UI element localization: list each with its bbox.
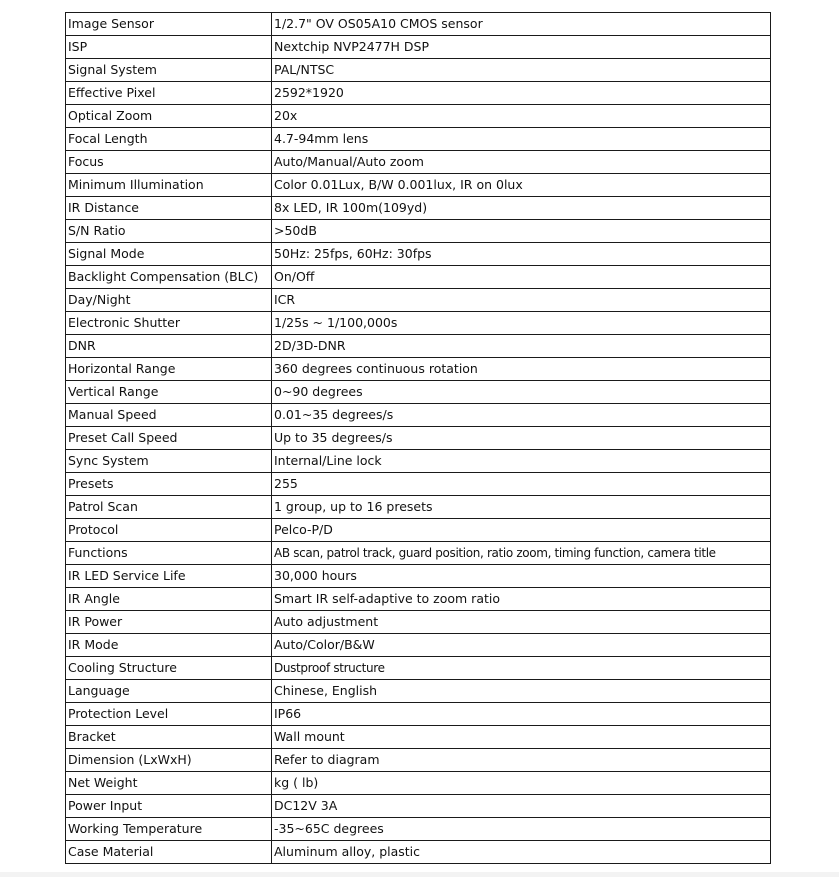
spec-row-patrol-scan xyxy=(66,496,771,519)
spec-label: Patrol Scan xyxy=(66,496,272,519)
spec-label: Focal Length xyxy=(66,128,272,151)
spec-row-ir-power xyxy=(66,611,771,634)
spec-value: 1/25s ~ 1/100,000s xyxy=(272,312,771,335)
spec-label: Preset Call Speed xyxy=(66,427,272,450)
spec-label: ISP xyxy=(66,36,272,59)
spec-row-day-night xyxy=(66,289,771,312)
spec-row-protocol xyxy=(66,519,771,542)
spec-row-preset-call-speed xyxy=(66,427,771,450)
spec-row-electronic-shutter xyxy=(66,312,771,335)
spec-row-focus xyxy=(66,151,771,174)
spec-row-protection-level xyxy=(66,703,771,726)
spec-label: Sync System xyxy=(66,450,272,473)
spec-row-net-weight xyxy=(66,772,771,795)
spec-row-ir-distance xyxy=(66,197,771,220)
spec-label: Language xyxy=(66,680,272,703)
spec-table xyxy=(65,12,771,864)
spec-value: Dustproof structure xyxy=(272,657,771,680)
spec-label: Focus xyxy=(66,151,272,174)
spec-label: Backlight Compensation (BLC) xyxy=(66,266,272,289)
spec-row-ir-mode xyxy=(66,634,771,657)
spec-value: 4.7-94mm lens xyxy=(272,128,771,151)
spec-label: IR Distance xyxy=(66,197,272,220)
spec-value: Nextchip NVP2477H DSP xyxy=(272,36,771,59)
spec-label: Signal System xyxy=(66,59,272,82)
spec-value: Internal/Line lock xyxy=(272,450,771,473)
spec-label: Image Sensor xyxy=(66,13,272,36)
spec-label: Horizontal Range xyxy=(66,358,272,381)
spec-label: Signal Mode xyxy=(66,243,272,266)
spec-row-dnr xyxy=(66,335,771,358)
spec-value: Aluminum alloy, plastic xyxy=(272,841,771,864)
spec-row-sync-system xyxy=(66,450,771,473)
spec-value: On/Off xyxy=(272,266,771,289)
spec-label: Case Material xyxy=(66,841,272,864)
spec-label: DNR xyxy=(66,335,272,358)
bottom-edge-band xyxy=(0,872,839,877)
spec-value: Auto/Color/B&W xyxy=(272,634,771,657)
spec-value: 50Hz: 25fps, 60Hz: 30fps xyxy=(272,243,771,266)
spec-value: kg ( lb) xyxy=(272,772,771,795)
spec-value: 0.01~35 degrees/s xyxy=(272,404,771,427)
spec-value: Refer to diagram xyxy=(272,749,771,772)
spec-value: 1/2.7" OV OS05A10 CMOS sensor xyxy=(272,13,771,36)
spec-row-horizontal-range xyxy=(66,358,771,381)
spec-value: 8x LED, IR 100m(109yd) xyxy=(272,197,771,220)
spec-label: Effective Pixel xyxy=(66,82,272,105)
spec-row-vertical-range xyxy=(66,381,771,404)
spec-value: Wall mount xyxy=(272,726,771,749)
spec-value: 2D/3D-DNR xyxy=(272,335,771,358)
spec-label: Working Temperature xyxy=(66,818,272,841)
spec-label: Day/Night xyxy=(66,289,272,312)
spec-table-body xyxy=(66,13,771,864)
spec-label: IR LED Service Life xyxy=(66,565,272,588)
spec-value: Chinese, English xyxy=(272,680,771,703)
spec-row-ir-led-service-life xyxy=(66,565,771,588)
spec-row-optical-zoom xyxy=(66,105,771,128)
spec-label: Minimum Illumination xyxy=(66,174,272,197)
spec-label: Protection Level xyxy=(66,703,272,726)
spec-row-language xyxy=(66,680,771,703)
spec-value: 30,000 hours xyxy=(272,565,771,588)
spec-row-focal-length xyxy=(66,128,771,151)
spec-row-image-sensor xyxy=(66,13,771,36)
spec-value: DC12V 3A xyxy=(272,795,771,818)
spec-label: Net Weight xyxy=(66,772,272,795)
spec-value: 1 group, up to 16 presets xyxy=(272,496,771,519)
spec-label: Power Input xyxy=(66,795,272,818)
spec-value: Smart IR self-adaptive to zoom ratio xyxy=(272,588,771,611)
spec-label: Optical Zoom xyxy=(66,105,272,128)
spec-row-power-input xyxy=(66,795,771,818)
spec-label: Cooling Structure xyxy=(66,657,272,680)
spec-value: ICR xyxy=(272,289,771,312)
spec-row-isp xyxy=(66,36,771,59)
spec-row-signal-mode xyxy=(66,243,771,266)
spec-value: >50dB xyxy=(272,220,771,243)
spec-value: Up to 35 degrees/s xyxy=(272,427,771,450)
spec-label: Dimension (LxWxH) xyxy=(66,749,272,772)
spec-value: IP66 xyxy=(272,703,771,726)
spec-label: Electronic Shutter xyxy=(66,312,272,335)
spec-row-backlight-compensation xyxy=(66,266,771,289)
spec-value: 360 degrees continuous rotation xyxy=(272,358,771,381)
spec-row-case-material xyxy=(66,841,771,864)
spec-value: -35~65C degrees xyxy=(272,818,771,841)
spec-value: Pelco-P/D xyxy=(272,519,771,542)
spec-label: S/N Ratio xyxy=(66,220,272,243)
spec-value: Color 0.01Lux, B/W 0.001lux, IR on 0lux xyxy=(272,174,771,197)
spec-label: Functions xyxy=(66,542,272,565)
spec-label: IR Power xyxy=(66,611,272,634)
spec-value: 255 xyxy=(272,473,771,496)
spec-value: Auto/Manual/Auto zoom xyxy=(272,151,771,174)
spec-label: Manual Speed xyxy=(66,404,272,427)
spec-row-ir-angle xyxy=(66,588,771,611)
spec-row-functions xyxy=(66,542,771,565)
spec-label: Protocol xyxy=(66,519,272,542)
spec-row-bracket xyxy=(66,726,771,749)
spec-label: Bracket xyxy=(66,726,272,749)
spec-label: IR Mode xyxy=(66,634,272,657)
spec-label: IR Angle xyxy=(66,588,272,611)
spec-value: 20x xyxy=(272,105,771,128)
spec-row-effective-pixel xyxy=(66,82,771,105)
spec-row-minimum-illumination xyxy=(66,174,771,197)
spec-value: 2592*1920 xyxy=(272,82,771,105)
spec-label: Vertical Range xyxy=(66,381,272,404)
spec-value: 0~90 degrees xyxy=(272,381,771,404)
spec-row-signal-system xyxy=(66,59,771,82)
spec-row-dimension xyxy=(66,749,771,772)
spec-value: PAL/NTSC xyxy=(272,59,771,82)
spec-row-working-temperature xyxy=(66,818,771,841)
spec-value: AB scan, patrol track, guard position, ratio zoom, timing function, camera title xyxy=(272,542,771,565)
spec-value: Auto adjustment xyxy=(272,611,771,634)
spec-label: Presets xyxy=(66,473,272,496)
spec-row-sn-ratio xyxy=(66,220,771,243)
spec-row-presets xyxy=(66,473,771,496)
spec-row-manual-speed xyxy=(66,404,771,427)
spec-row-cooling-structure xyxy=(66,657,771,680)
